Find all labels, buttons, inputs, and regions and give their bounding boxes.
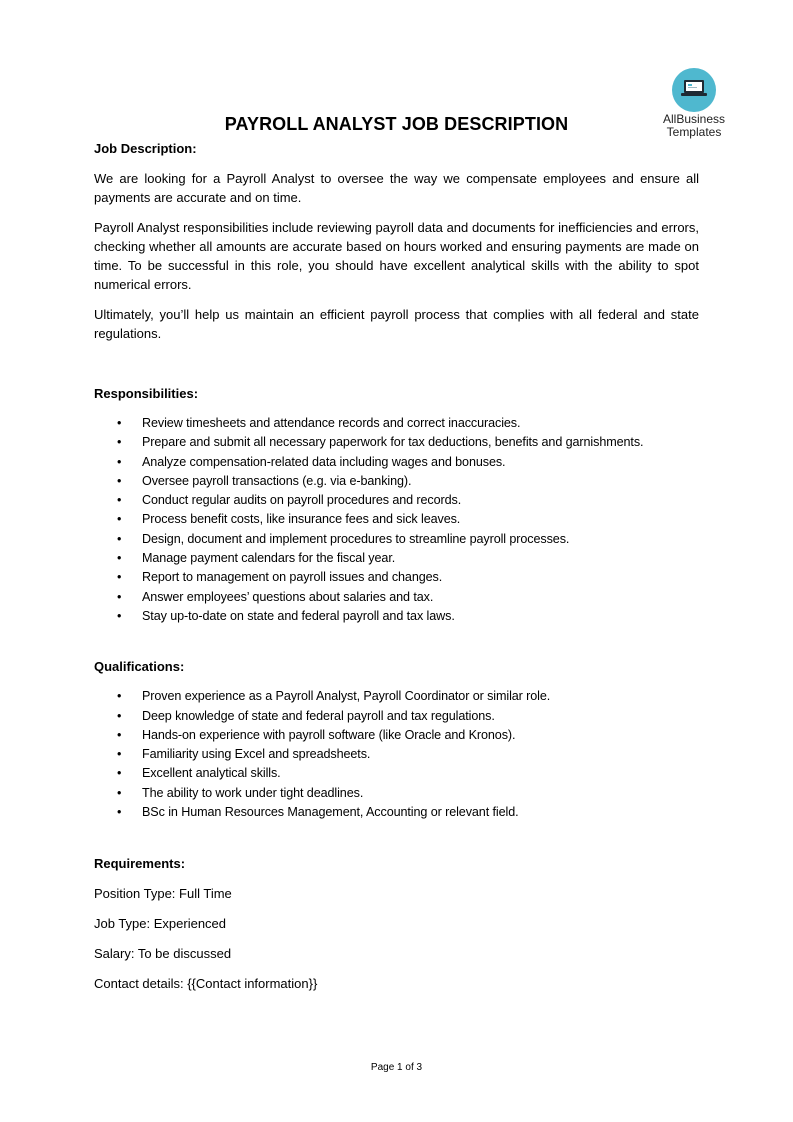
list-item: • Process benefit costs, like insurance fees and sick leaves.: [94, 510, 699, 529]
page-number: Page 1 of 3: [370, 1062, 423, 1073]
position-type: Position Type: Full Time: [94, 886, 232, 902]
job-description-heading: Job Description:: [94, 141, 197, 156]
bullet: •: [117, 531, 122, 546]
bullet: •: [117, 805, 122, 820]
contact-details: Contact details: {{Contact information}}: [94, 976, 318, 992]
bullet: •: [117, 727, 122, 742]
bullet: •: [117, 512, 122, 527]
list-item: • Design, document and implement procedures to streamline payroll processes.: [94, 530, 699, 549]
list-item: • Answer employees’ questions about salaries and tax.: [94, 588, 699, 607]
bullet: •: [117, 766, 122, 781]
bullet: •: [117, 551, 122, 566]
bullet: •: [117, 608, 122, 623]
responsibilities-list: [94, 414, 699, 626]
list-item: • Familiarity using Excel and spreadsheets.: [94, 745, 699, 764]
laptop-icon: [680, 78, 708, 100]
bullet: •: [117, 589, 122, 604]
bullet: •: [117, 747, 122, 762]
qualifications-list: [94, 687, 699, 822]
responsibilities-heading: Responsibilities:: [94, 386, 199, 401]
list-item: • Proven experience as a Payroll Analyst, Payroll Coordinator or similar role.: [94, 687, 699, 706]
list-item: • Report to management on payroll issues and changes.: [94, 568, 699, 587]
list-item: • Review timesheets and attendance records and correct inaccuracies.: [94, 414, 699, 433]
job-description-paragraph-2: Payroll Analyst responsibilities include reviewing payroll data and documents for inefficiencies and errors, checking whether all amounts are accurate based on hours worked and ensuring payments are made on time. To be successful in this role, you should have excellent analytical skills with the ability to spot numerical errors.: [94, 220, 699, 292]
list-item: • Conduct regular audits on payroll procedures and records.: [94, 491, 699, 510]
list-item: • Stay up-to-date on state and federal payroll and tax laws.: [94, 607, 699, 626]
bullet: •: [117, 493, 122, 508]
logo-badge: [672, 68, 716, 112]
list-item: • Deep knowledge of state and federal payroll and tax regulations.: [94, 707, 699, 726]
bullet: •: [117, 708, 122, 723]
bullet: •: [117, 689, 122, 704]
bullet: •: [117, 435, 122, 450]
job-description-paragraph-1: We are looking for a Payroll Analyst to oversee the way we compensate employees and ensure all payments are accurate and on time.: [94, 171, 699, 205]
qualifications-heading: Qualifications:: [94, 659, 185, 675]
bullet: •: [117, 570, 122, 585]
list-item: • Excellent analytical skills.: [94, 764, 699, 783]
bullet: •: [117, 473, 122, 488]
job-type: Job Type: Experienced: [94, 916, 227, 932]
list-item: • Prepare and submit all necessary paperwork for tax deductions, benefits and garnishments.: [94, 433, 699, 452]
salary: Salary: To be discussed: [94, 946, 232, 962]
logo-text-line1: AllBusiness: [662, 112, 726, 126]
list-item: • Oversee payroll transactions (e.g. via e-banking).: [94, 472, 699, 491]
list-item: • Manage payment calendars for the fiscal year.: [94, 549, 699, 568]
list-item: • Hands-on experience with payroll software (like Oracle and Kronos).: [94, 726, 699, 745]
document-title: PAYROLL ANALYST JOB DESCRIPTION: [224, 114, 569, 134]
list-item: • Analyze compensation-related data including wages and bonuses.: [94, 453, 699, 472]
bullet: •: [117, 785, 122, 800]
document-body: [94, 139, 699, 993]
list-item: • The ability to work under tight deadlines.: [94, 784, 699, 803]
requirements-heading: Requirements:: [94, 856, 186, 872]
list-item: • BSc in Human Resources Management, Accounting or relevant field.: [94, 803, 699, 822]
job-description-paragraph-3: Ultimately, you’ll help us maintain an efficient payroll process that complies with all federal and state regulations.: [94, 307, 699, 341]
bullet: •: [117, 416, 122, 430]
logo-text-line2: Templates: [666, 125, 722, 139]
bullet: •: [117, 454, 122, 469]
